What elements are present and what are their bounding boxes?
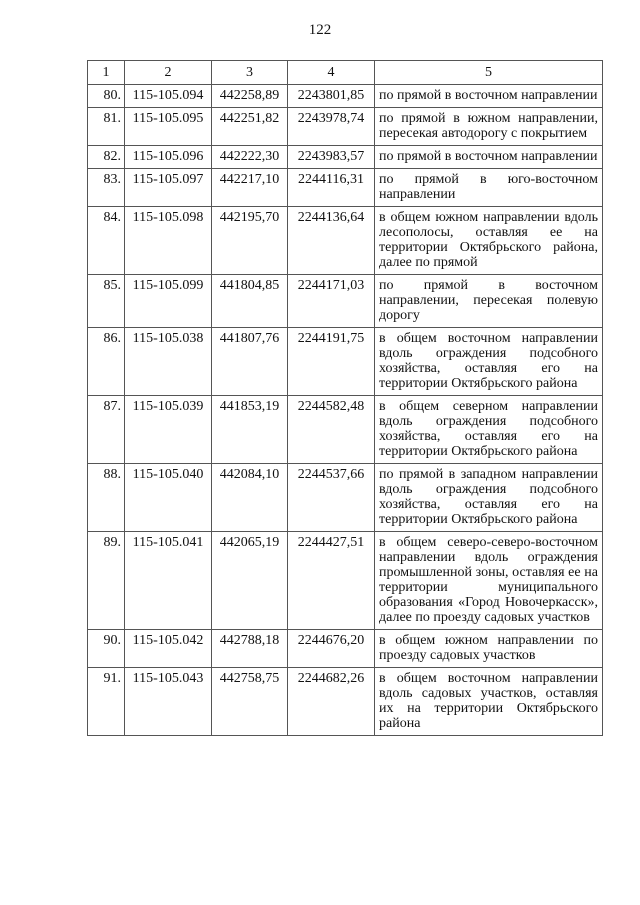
row-number-cell: 86.: [88, 328, 125, 396]
description-cell: по прямой в западном направлении вдоль ограждения подсобного хозяйства, оставляя его на территории Октябрьского района: [375, 464, 603, 532]
x-coordinate-cell: 442222,30: [212, 146, 288, 169]
description-cell: в общем южном направлении по проезду садовых участков: [375, 630, 603, 668]
row-number-cell: 88.: [88, 464, 125, 532]
table-row: [88, 275, 603, 328]
point-code-cell: 115-105.043: [125, 668, 212, 736]
point-code-cell: 115-105.042: [125, 630, 212, 668]
description-cell: по прямой в восточном направлении: [375, 146, 603, 169]
x-coordinate-cell: 442217,10: [212, 169, 288, 207]
y-coordinate-cell: 2244171,03: [288, 275, 375, 328]
x-coordinate-cell: 442788,18: [212, 630, 288, 668]
y-coordinate-cell: 2244676,20: [288, 630, 375, 668]
page-number: 122: [308, 22, 332, 38]
row-number-cell: 81.: [88, 108, 125, 146]
description-cell: в общем южном направлении вдоль лесополосы, оставляя ее на территории Октябрьского района, далее по прямой: [375, 207, 603, 275]
point-code-cell: 115-105.094: [125, 85, 212, 108]
table-row: [88, 668, 603, 736]
x-coordinate-cell: 442258,89: [212, 85, 288, 108]
table-header-row: [88, 61, 603, 85]
row-number-cell: 85.: [88, 275, 125, 328]
y-coordinate-cell: 2243801,85: [288, 85, 375, 108]
y-coordinate-cell: 2244427,51: [288, 532, 375, 630]
point-code-cell: 115-105.038: [125, 328, 212, 396]
table-row: [88, 108, 603, 146]
x-coordinate-cell: 442758,75: [212, 668, 288, 736]
column-header: 1: [88, 61, 125, 85]
point-code-cell: 115-105.041: [125, 532, 212, 630]
column-header: 4: [288, 61, 375, 85]
table-row: [88, 169, 603, 207]
x-coordinate-cell: 442065,19: [212, 532, 288, 630]
table-row: [88, 85, 603, 108]
point-code-cell: 115-105.039: [125, 396, 212, 464]
x-coordinate-cell: 442195,70: [212, 207, 288, 275]
row-number-cell: 91.: [88, 668, 125, 736]
table-row: [88, 630, 603, 668]
row-number-cell: 89.: [88, 532, 125, 630]
table-row: [88, 464, 603, 532]
table-row: [88, 396, 603, 464]
description-cell: в общем северном направлении вдоль ограждения подсобного хозяйства, оставляя его на территории Октябрьского района: [375, 396, 603, 464]
row-number-cell: 80.: [88, 85, 125, 108]
row-number-cell: 82.: [88, 146, 125, 169]
description-cell: по прямой в восточном направлении, пересекая полевую дорогу: [375, 275, 603, 328]
table-row: [88, 146, 603, 169]
y-coordinate-cell: 2244136,64: [288, 207, 375, 275]
column-header: 3: [212, 61, 288, 85]
description-cell: по прямой в южном направлении, пересекая автодорогу с покрытием: [375, 108, 603, 146]
x-coordinate-cell: 442251,82: [212, 108, 288, 146]
point-code-cell: 115-105.097: [125, 169, 212, 207]
point-code-cell: 115-105.040: [125, 464, 212, 532]
table-row: [88, 328, 603, 396]
description-cell: в общем восточном направлении вдоль ограждения подсобного хозяйства, оставляя его на территории Октябрьского района: [375, 328, 603, 396]
point-code-cell: 115-105.096: [125, 146, 212, 169]
description-cell: в общем северо-северо-восточном направлении вдоль ограждения промышленной зоны, оставляя ее на территории муниципального образования «Город Новочеркасск», далее по проезду садовых участков: [375, 532, 603, 630]
y-coordinate-cell: 2244682,26: [288, 668, 375, 736]
y-coordinate-cell: 2243983,57: [288, 146, 375, 169]
description-cell: по прямой в восточном направлении: [375, 85, 603, 108]
y-coordinate-cell: 2244116,31: [288, 169, 375, 207]
y-coordinate-cell: 2243978,74: [288, 108, 375, 146]
y-coordinate-cell: 2244537,66: [288, 464, 375, 532]
x-coordinate-cell: 441853,19: [212, 396, 288, 464]
x-coordinate-cell: 441807,76: [212, 328, 288, 396]
x-coordinate-cell: 441804,85: [212, 275, 288, 328]
point-code-cell: 115-105.099: [125, 275, 212, 328]
column-header: 5: [375, 61, 603, 85]
row-number-cell: 87.: [88, 396, 125, 464]
point-code-cell: 115-105.095: [125, 108, 212, 146]
table-row: [88, 207, 603, 275]
description-cell: по прямой в юго-восточном направлении: [375, 169, 603, 207]
row-number-cell: 90.: [88, 630, 125, 668]
table-row: [88, 532, 603, 630]
column-header: 2: [125, 61, 212, 85]
description-cell: в общем восточном направлении вдоль садовых участков, оставляя их на территории Октябрьского района: [375, 668, 603, 736]
boundary-table: [87, 60, 603, 736]
y-coordinate-cell: 2244582,48: [288, 396, 375, 464]
row-number-cell: 84.: [88, 207, 125, 275]
y-coordinate-cell: 2244191,75: [288, 328, 375, 396]
row-number-cell: 83.: [88, 169, 125, 207]
x-coordinate-cell: 442084,10: [212, 464, 288, 532]
point-code-cell: 115-105.098: [125, 207, 212, 275]
